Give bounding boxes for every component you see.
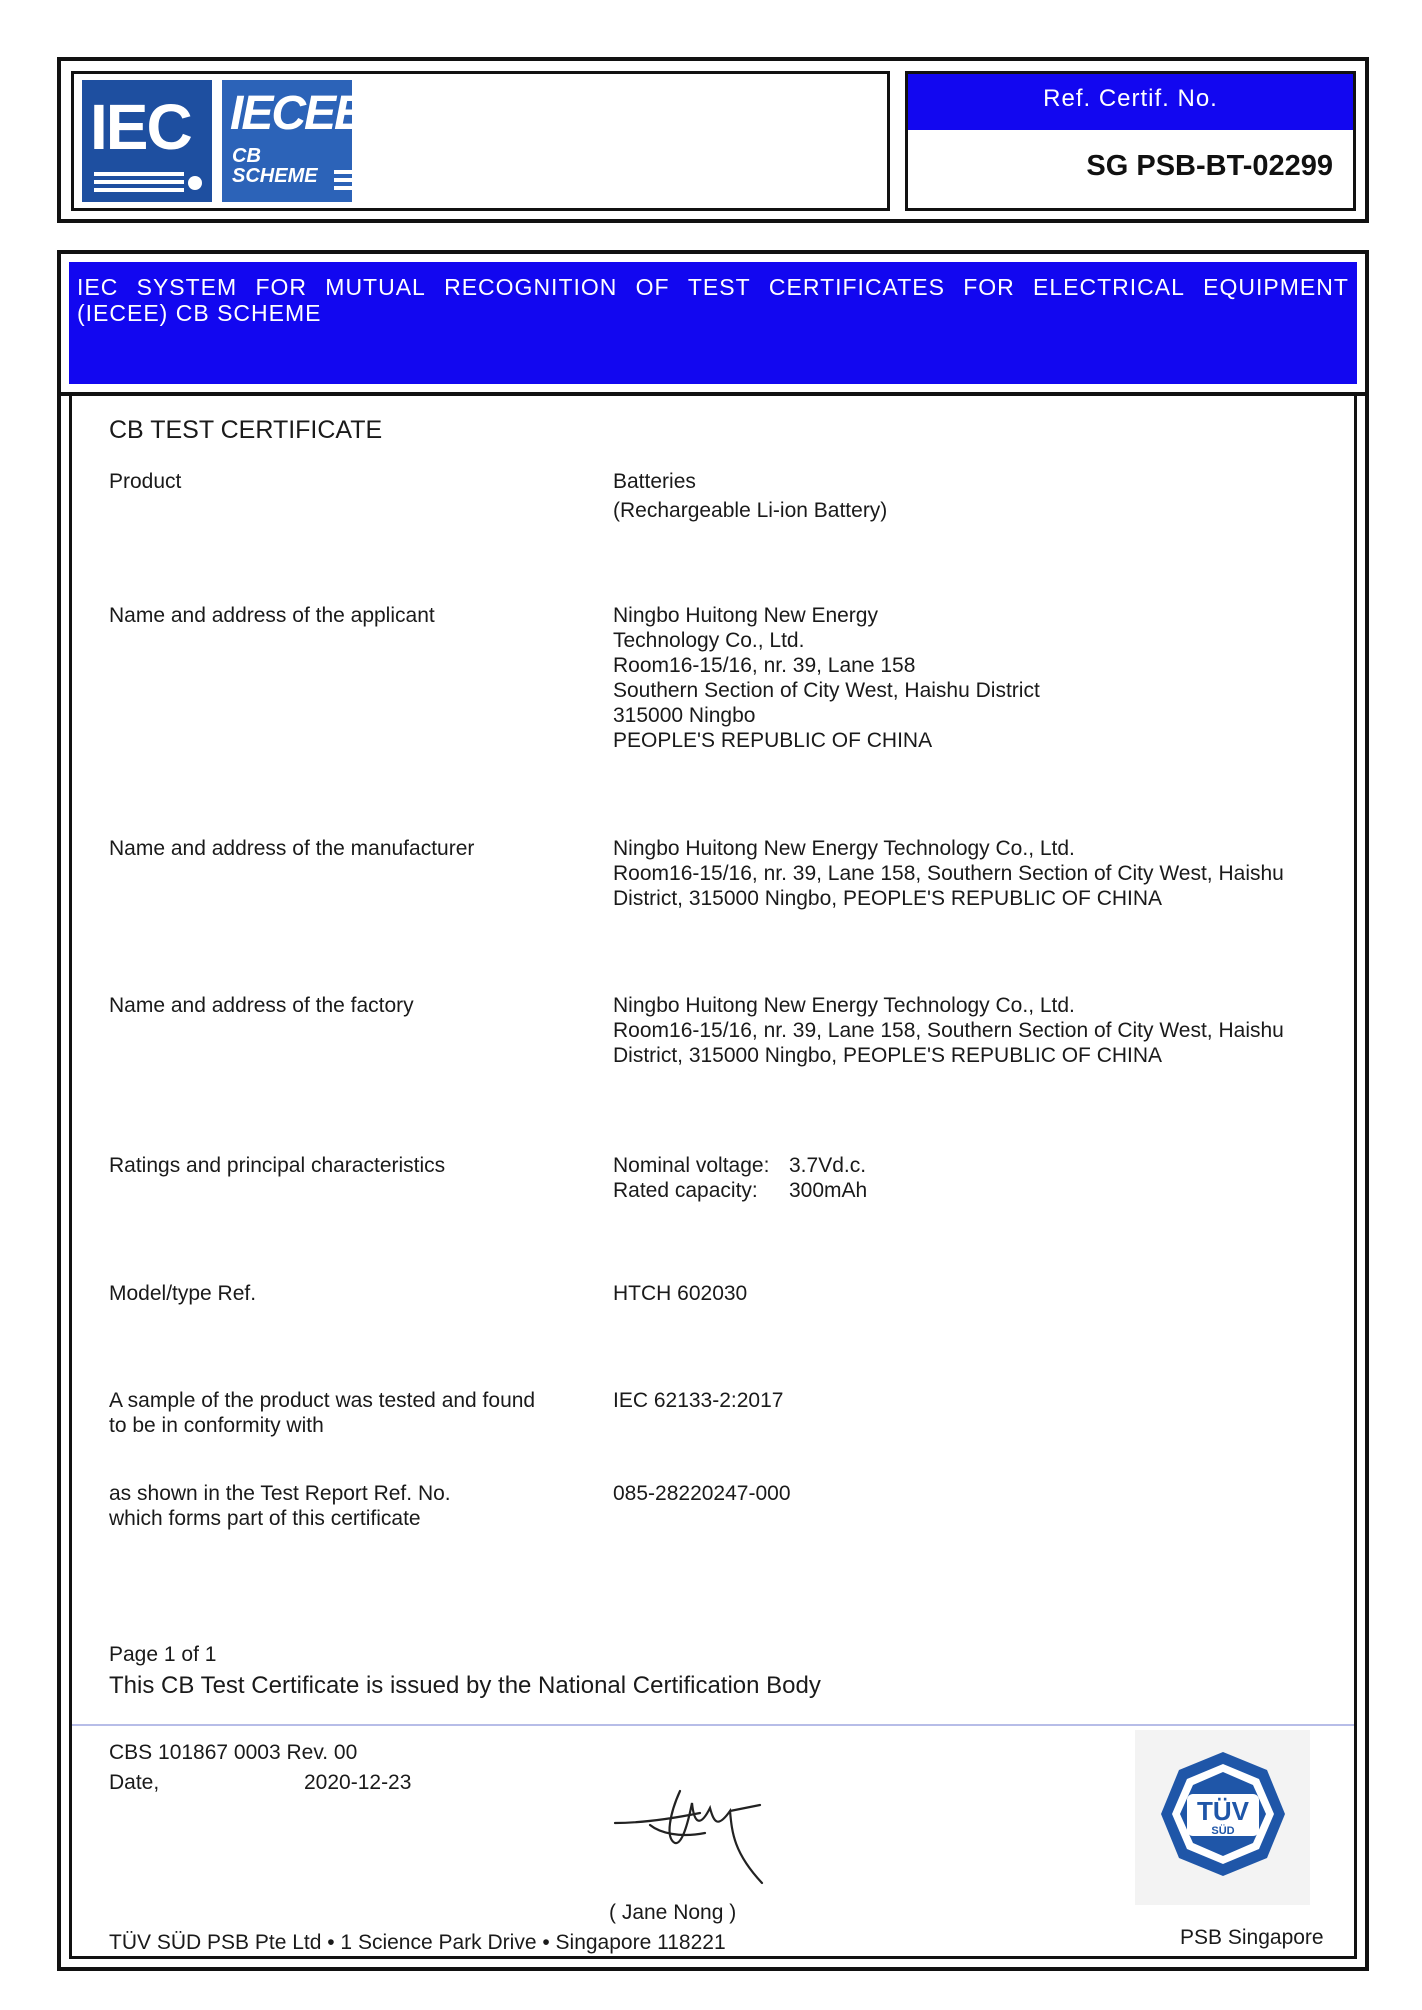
- conformity-label: A sample of the product was tested and found to be in conformity with: [109, 1389, 536, 1437]
- tuv-caption: PSB Singapore: [1180, 1926, 1324, 1949]
- scheme-banner-frame: [57, 250, 1369, 396]
- scheme-banner: [69, 262, 1357, 384]
- cb-scheme-logo-text: CB SCHEME: [232, 145, 318, 187]
- tuv-sud-logo: [1135, 1730, 1310, 1905]
- iecee-logo-text: IECEE: [230, 87, 365, 140]
- date-value: 2020-12-23: [304, 1771, 412, 1794]
- certificate-body: [57, 393, 1369, 1971]
- product-label: Product: [109, 470, 182, 493]
- certificate-header: [57, 57, 1369, 223]
- logo-panel: [71, 71, 890, 211]
- applicant-address: Ningbo Huitong New Energy Technology Co., Ltd. Room16-15/16, nr. 39, Lane 158 Southern Section of City West, Haishu District 315000 Ningbo PEOPLE'S REPUBLIC OF CHINA: [613, 604, 1040, 752]
- cbs-reference: CBS 101867 0003 Rev. 00: [109, 1741, 358, 1764]
- ratings-values: [613, 1153, 867, 1203]
- banner-line-2: (IECEE) CB SCHEME: [77, 300, 322, 326]
- iecee-cb-scheme-logo: [222, 80, 365, 202]
- ratings-label: Ratings and principal characteristics: [109, 1154, 446, 1177]
- product-value: Batteries (Rechargeable Li-ion Battery): [613, 470, 888, 522]
- date-label: Date,: [109, 1771, 160, 1794]
- issuer-address: TÜV SÜD PSB Pte Ltd • 1 Science Park Drive • Singapore 118221: [109, 1931, 726, 1954]
- page-number: Page 1 of 1: [109, 1643, 217, 1666]
- rating-row: Rated capacity: 300mAh: [613, 1179, 868, 1202]
- applicant-label: Name and address of the applicant: [109, 604, 435, 627]
- test-report-label: as shown in the Test Report Ref. No. which forms part of this certificate: [109, 1482, 451, 1530]
- issued-by-statement: This CB Test Certificate is issued by the National Certification Body: [109, 1672, 821, 1699]
- factory-address: Ningbo Huitong New Energy Technology Co., Ltd. Room16-15/16, nr. 39, Lane 158, Southern Section of City West, Haishu District, 315000 Ningbo, PEOPLE'S REPUBLIC OF CHINA: [613, 994, 1284, 1067]
- conformity-standard: IEC 62133-2:2017: [613, 1389, 784, 1412]
- signature: [610, 1783, 770, 1893]
- reference-panel: [905, 71, 1356, 211]
- footer-divider: [72, 1724, 1354, 1726]
- tuv-logo-text: TÜV: [1197, 1796, 1249, 1826]
- iec-logo: [82, 80, 212, 202]
- model-label: Model/type Ref.: [109, 1282, 257, 1305]
- model-value: HTCH 602030: [613, 1282, 748, 1305]
- certificate-title: CB TEST CERTIFICATE: [109, 416, 383, 444]
- ref-certif-number: SG PSB-BT-02299: [1086, 150, 1333, 182]
- certificate-inner-frame: [69, 393, 1357, 1959]
- manufacturer-label: Name and address of the manufacturer: [109, 837, 475, 860]
- rating-row: Nominal voltage: 3.7Vd.c.: [613, 1154, 867, 1177]
- signatory-name: ( Jane Nong ): [609, 1901, 737, 1924]
- test-report-number: 085-28220247-000: [613, 1482, 791, 1505]
- banner-line-1: IEC SYSTEM FOR MUTUAL RECOGNITION OF TEST CERTIFICATES FOR ELECTRICAL EQUIPMENT: [77, 274, 1349, 300]
- iec-logo-text: IEC: [90, 91, 191, 163]
- ref-certif-label: Ref. Certif. No.: [908, 74, 1353, 130]
- sud-logo-text: SÜD: [1211, 1825, 1235, 1837]
- factory-label: Name and address of the factory: [109, 994, 414, 1017]
- manufacturer-address: Ningbo Huitong New Energy Technology Co., Ltd. Room16-15/16, nr. 39, Lane 158, Southern Section of City West, Haishu District, 315000 Ningbo, PEOPLE'S REPUBLIC OF CHINA: [613, 837, 1284, 910]
